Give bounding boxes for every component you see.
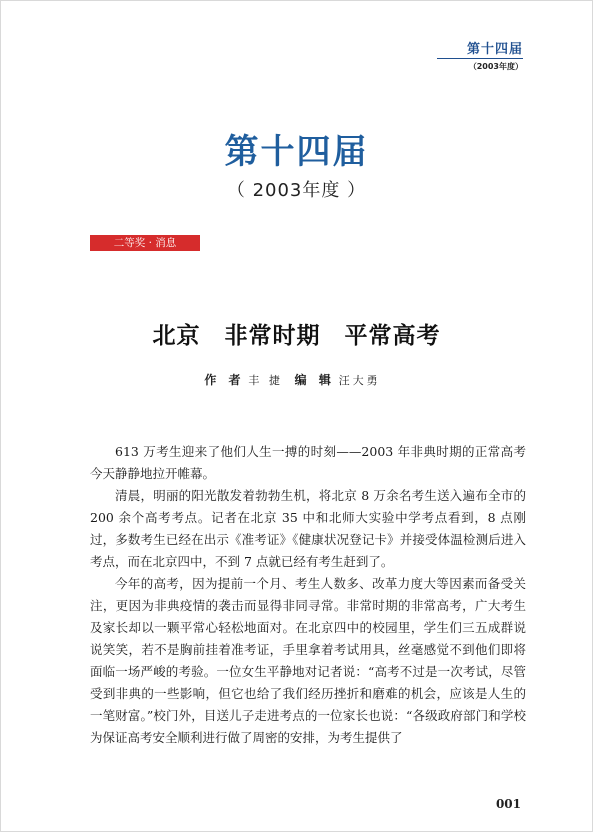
paragraph: 今年的高考，因为提前一个月、考生人数多、改革力度大等因素而备受关注，更因为非典疫情的袭击而显得非同寻常。非常时期的非常高考，广大考生及家长却以一颗平常心轻松地面对。在北京四中的校园里，学生们三五成群说说笑笑，若不是胸前挂着准考证，手里拿着考试用具，丝毫感觉不到他们即将面临一场严峻的考验。一位女生平静地对记者说：“高考不过是一次考试，尽管受到非典的一些影响，但它也给了我们经历挫折和磨难的机会，应该是人生的一笔财富。”校门外，目送儿子走进考点的一位家长也说：“各级政府部门和学校为保证高考安全顺利进行做了周密的安排，为考生提供了 <box>90 576 526 745</box>
running-head <box>467 38 523 57</box>
byline <box>0 371 593 388</box>
article-title: 北京 非常时期 平常高考 <box>152 323 441 349</box>
running-head-rule <box>437 58 523 59</box>
article-body <box>90 441 526 749</box>
author-name: 丰 捷 <box>248 374 283 387</box>
editor-label: 编 辑 <box>294 373 335 387</box>
page-number: 001 <box>495 797 521 811</box>
editor-name: 汪大勇 <box>338 374 381 387</box>
author-label: 作 者 <box>204 373 245 387</box>
year-heading: （ 2003年度 ） <box>226 180 367 201</box>
edition-heading: 第十四届 <box>224 132 369 172</box>
paragraph: 613 万考生迎来了他们人生一搏的时刻——2003 年非典时期的正常高考今天静静地拉开帷幕。 <box>90 444 526 481</box>
award-category-tag: 二等奖 · 消息 <box>90 235 200 251</box>
running-head-title: 第十四届 <box>466 42 523 57</box>
paragraph: 清晨，明丽的阳光散发着勃勃生机，将北京 8 万余名考生送入遍布全市的 200 余个高考考点。记者在北京 35 中和北师大实验中学考点看到，8 点刚过，多数考生已经在出示《准考证》《健康状况登记卡》并接受体温检测后进入考点，而在北京四中，不到 7 点就已经有考生赶到了。 <box>90 488 526 569</box>
running-head-subtitle: （2003年度） <box>468 62 523 71</box>
